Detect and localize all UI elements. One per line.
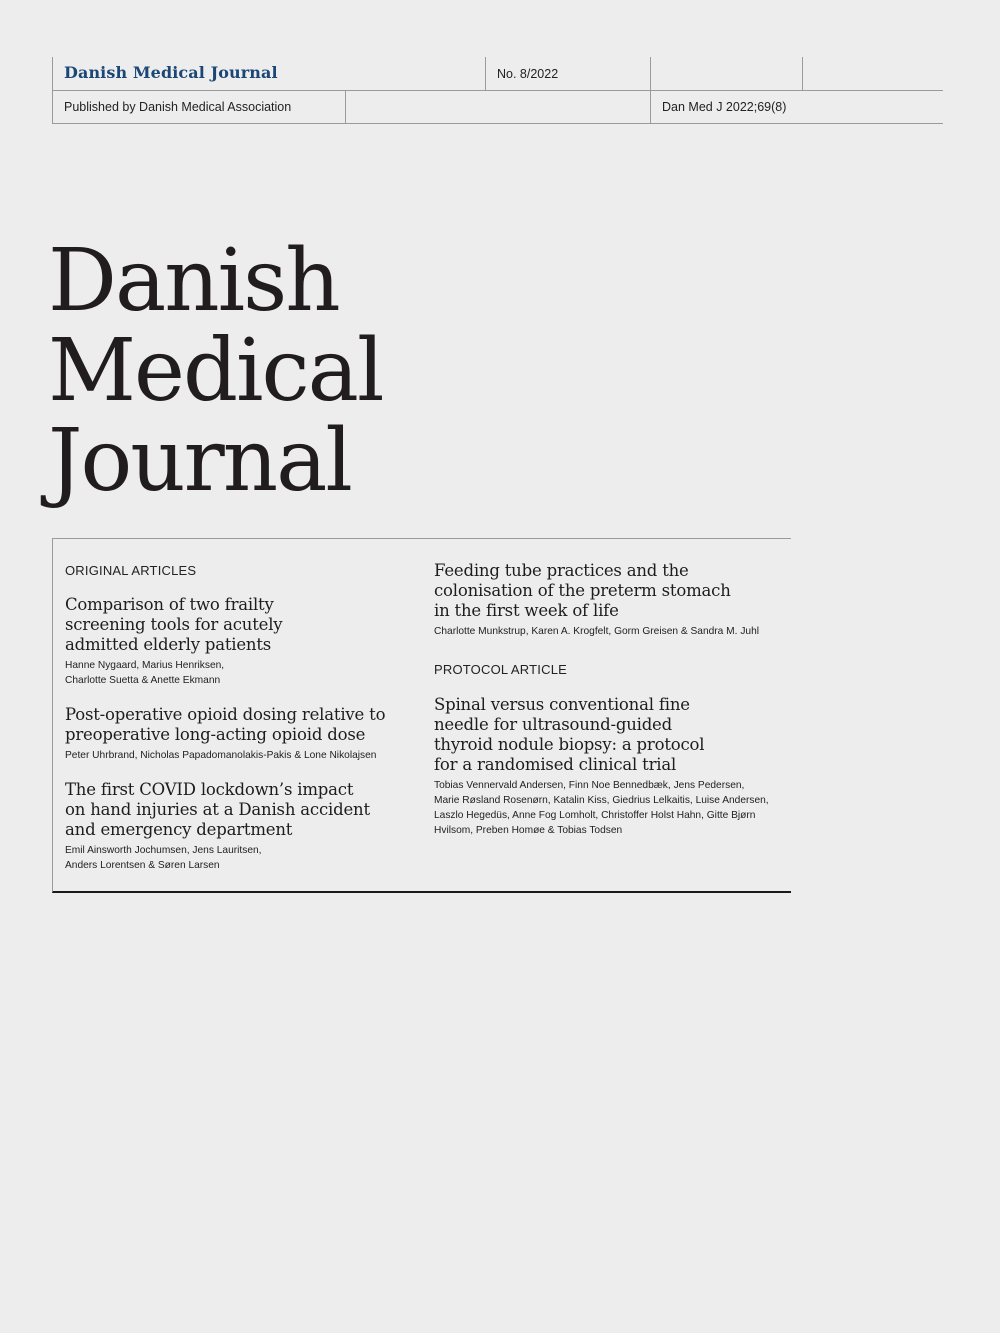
masthead-divider	[802, 57, 803, 90]
article-title[interactable]	[65, 705, 425, 745]
issue-number: No. 8/2022	[497, 67, 559, 81]
article-title-line: Comparison of two frailty	[65, 595, 274, 614]
article-title[interactable]	[65, 595, 282, 655]
table-of-contents	[52, 538, 791, 893]
authors-line: Emil Ainsworth Jochumsen, Jens Lauritsen,	[65, 845, 262, 856]
article-authors	[434, 624, 759, 639]
article-title-line: on hand injuries at a Danish accident	[65, 800, 370, 819]
citation: Dan Med J 2022;69(8)	[662, 100, 787, 114]
authors-line: Tobias Vennervald Andersen, Finn Noe Bennedbæk, Jens Pedersen,	[434, 780, 745, 791]
authors-line: Laszlo Hegedüs, Anne Fog Lomholt, Christoffer Holst Hahn, Gitte Bjørn	[434, 810, 756, 821]
masthead-row-bottom	[52, 91, 943, 124]
article-title-line: in the first week of life	[434, 601, 619, 620]
authors-line: Peter Uhrbrand, Nicholas Papadomanolakis-Pakis & Lone Nikolajsen	[65, 750, 377, 761]
journal-brand: Danish Medical Journal	[64, 63, 278, 82]
article-title-line: and emergency department	[65, 820, 293, 839]
authors-line: Charlotte Suetta & Anette Ekmann	[65, 675, 221, 686]
article-title[interactable]	[434, 561, 759, 621]
article-entry[interactable]	[65, 595, 282, 688]
article-entry[interactable]	[434, 561, 759, 639]
article-title-line: screening tools for acutely	[65, 615, 283, 634]
authors-line: Anders Lorentsen & Søren Larsen	[65, 860, 220, 871]
article-title-line: admitted elderly patients	[65, 635, 272, 654]
article-title-line: for a randomised clinical trial	[434, 755, 677, 774]
masthead-divider	[485, 57, 486, 90]
article-authors	[65, 843, 425, 873]
article-title-line: Spinal versus conventional fine	[434, 695, 690, 714]
authors-line: Hvilsom, Preben Homøe & Tobias Todsen	[434, 825, 623, 836]
cover-title-line: Medical	[48, 321, 383, 421]
authors-line: Marie Røsland Rosenørn, Katalin Kiss, Giedrius Lelkaitis, Luise Andersen,	[434, 795, 769, 806]
article-title[interactable]	[434, 695, 769, 775]
section-label-original-articles: ORIGINAL ARTICLES	[65, 563, 197, 578]
article-entry[interactable]	[65, 780, 425, 873]
article-title-line: preoperative long-acting opioid dose	[65, 725, 366, 744]
article-title-line: The first COVID lockdown’s impact	[65, 780, 354, 799]
article-authors	[65, 658, 282, 688]
article-title-line: needle for ultrasound-guided	[434, 715, 672, 734]
cover-title-line: Danish	[48, 231, 339, 331]
authors-line: Hanne Nygaard, Marius Henriksen,	[65, 660, 225, 671]
section-label-protocol-article: PROTOCOL ARTICLE	[434, 662, 567, 677]
article-title-line: Feeding tube practices and the	[434, 561, 689, 580]
article-authors	[434, 778, 769, 838]
masthead-row-top	[52, 57, 943, 91]
authors-line: Charlotte Munkstrup, Karen A. Krogfelt, Gorm Greisen & Sandra M. Juhl	[434, 626, 760, 637]
article-title-line: thyroid nodule biopsy: a protocol	[434, 735, 705, 754]
publisher-line: Published by Danish Medical Association	[64, 100, 292, 114]
masthead-divider	[52, 57, 53, 124]
article-entry[interactable]	[65, 705, 425, 763]
masthead	[52, 57, 943, 124]
cover-title-line: Journal	[48, 411, 351, 511]
article-title[interactable]	[65, 780, 425, 840]
masthead-divider	[345, 91, 346, 124]
article-title-line: Post-operative opioid dosing relative to	[65, 705, 386, 724]
article-title-line: colonisation of the preterm stomach	[434, 581, 731, 600]
cover-title	[48, 231, 383, 511]
article-authors	[65, 748, 425, 763]
masthead-divider	[650, 57, 651, 124]
article-entry[interactable]	[434, 695, 769, 838]
